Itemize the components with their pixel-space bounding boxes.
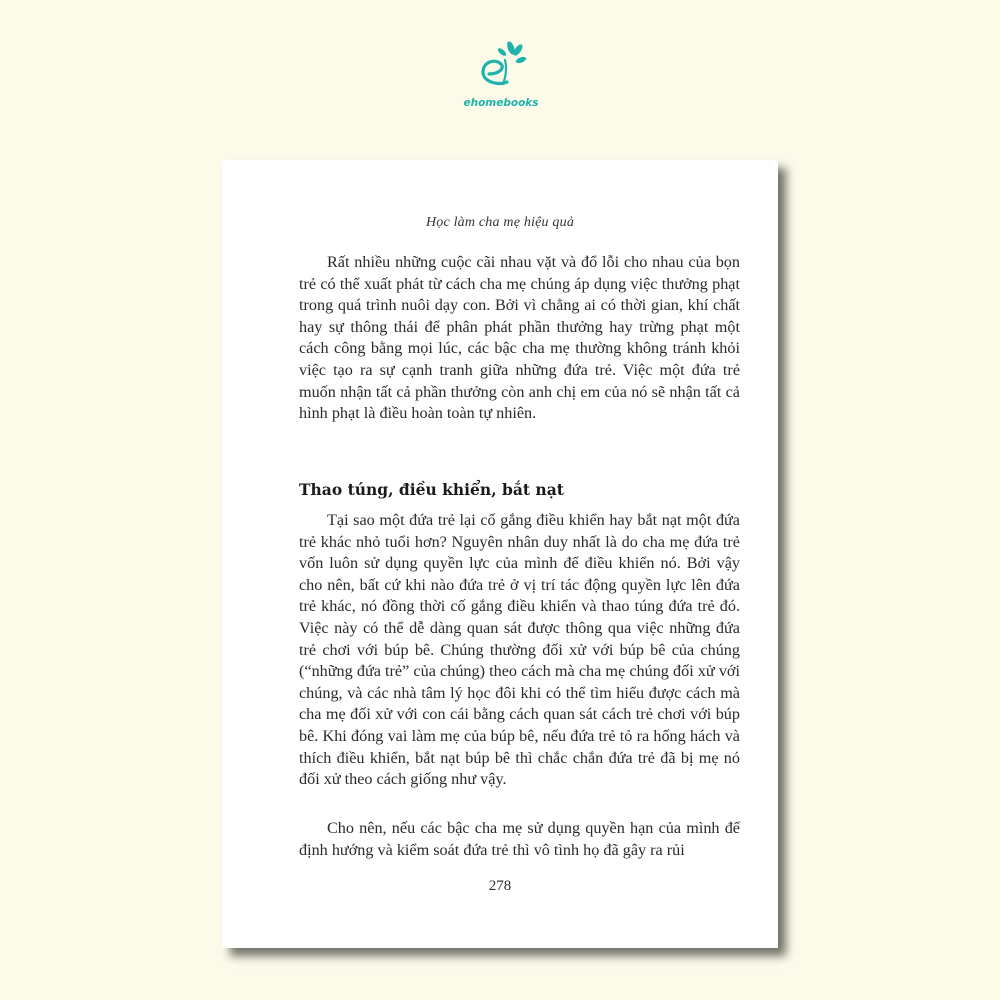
ehomebooks-logo <box>455 38 547 112</box>
section-text-block-continued <box>299 818 740 861</box>
book-page <box>222 160 778 948</box>
section-heading: Thao túng, điều khiển, bắt nạt <box>299 480 564 499</box>
paragraph: Cho nên, nếu các bậc cha mẹ sử dụng quyền hạn của mình để định hướng và kiểm soát đứa trẻ thì vô tình họ đã gây ra rủi <box>299 819 740 859</box>
dragonfly-logo-icon <box>455 38 547 112</box>
body-text-block <box>299 252 740 425</box>
brand-name: ehomebooks <box>463 97 539 109</box>
section-text-block <box>299 510 740 791</box>
page-number: 278 <box>488 878 512 894</box>
paragraph: Rất nhiều những cuộc cãi nhau vặt và đổ lỗi cho nhau của bọn trẻ có thể xuất phát từ cách cha mẹ chúng áp dụng việc thưởng phạt trong quá trình nuôi dạy con. Bởi vì chẳng ai có thời gian, khí chất hay sự thông thái để phân phát phần thưởng hay trừng phạt một cách công bằng mọi lúc, các bậc cha mẹ thường không tránh khỏi việc tạo ra sự cạnh tranh giữa những đứa trẻ. Việc một đứa trẻ muốn nhận tất cả phần thưởng còn anh chị em của nó sẽ nhận tất cả hình phạt là điều hoàn toàn tự nhiên. <box>299 253 740 423</box>
paragraph: Tại sao một đứa trẻ lại cố gắng điều khiển hay bắt nạt một đứa trẻ khác nhỏ tuổi hơn? Nguyên nhân duy nhất là do cha mẹ đứa trẻ vốn luôn sử dụng quyền lực của mình để điều khiển nó. Bởi vậy cho nên, bất cứ khi nào đứa trẻ ở vị trí tác động quyền lực lên đứa trẻ khác, nó đồng thời cố gắng điều khiển và thao túng đứa trẻ đó. Việc này có thể dễ dàng quan sát được thông qua việc những đứa trẻ chơi với búp bê. Chúng thường đối xử với búp bê của chúng (“những đứa trẻ” của chúng) theo cách mà cha mẹ chúng đối xử với chúng, và các nhà tâm lý học đôi khi có thể tìm hiểu được cách mà cha mẹ đối xử với con cái bằng cách quan sát cách trẻ chơi với búp bê. Khi đóng vai làm mẹ của búp bê, nếu đứa trẻ tỏ ra hống hách và thích điều khiển, bắt nạt búp bê thì chắc chắn đứa trẻ đã bị mẹ nó đối xử theo cách giống như vậy. <box>299 511 740 789</box>
running-head: Học làm cha mẹ hiệu quả <box>425 215 575 230</box>
